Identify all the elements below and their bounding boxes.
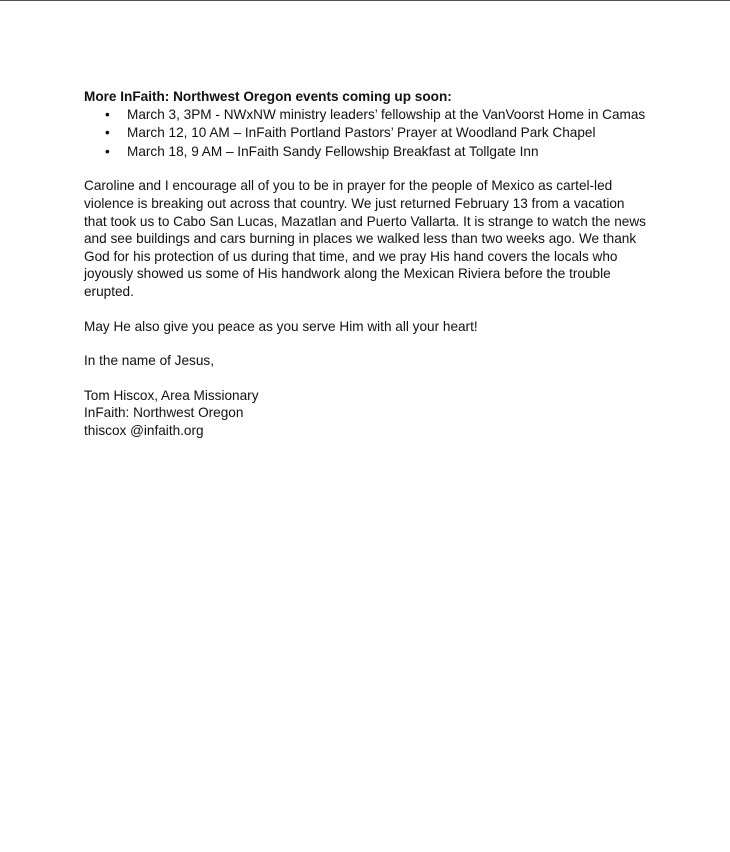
page-top-border <box>0 0 730 1</box>
events-heading: More InFaith: Northwest Oregon events coming up soon: <box>84 89 452 104</box>
bullet-icon: • <box>105 106 110 122</box>
event-text: March 12, 10 AM – InFaith Portland Pastors’ Prayer at Woodland Park Chapel <box>127 125 596 141</box>
document-page <box>84 88 648 440</box>
event-item <box>84 106 648 124</box>
blessing-line: May He also give you peace as you serve Him with all your heart! <box>84 318 478 334</box>
body-paragraph: Caroline and I encourage all of you to be in prayer for the people of Mexico as cartel-led violence is breaking out across that country. We just returned February 13 from a vacation that took us to Cabo San Lucas, Mazatlan and Puerto Vallarta. It is strange to watch the news and see buildings and cars burning in places we walked less than two weeks ago. We thank God for his protection of us during that time, and we pray His hand covers the locals who joyously showed us some of His handwork along the Mexican Riviera before the trouble erupted. <box>84 178 646 299</box>
signature-organization: InFaith: Northwest Oregon <box>84 405 244 421</box>
bullet-icon: • <box>105 125 110 141</box>
signature-email: thiscox @infaith.org <box>84 422 204 438</box>
event-text: March 18, 9 AM – InFaith Sandy Fellowship Breakfast at Tollgate Inn <box>127 143 539 159</box>
signature-name: Tom Hiscox, Area Missionary <box>84 387 259 403</box>
closing-line: In the name of Jesus, <box>84 353 214 369</box>
event-item <box>84 143 648 161</box>
event-item <box>84 124 648 142</box>
events-list <box>84 106 648 161</box>
event-text: March 3, 3PM - NWxNW ministry leaders’ fellowship at the VanVoorst Home in Camas <box>127 106 646 122</box>
bullet-icon: • <box>105 143 110 159</box>
signature-block <box>84 387 648 440</box>
